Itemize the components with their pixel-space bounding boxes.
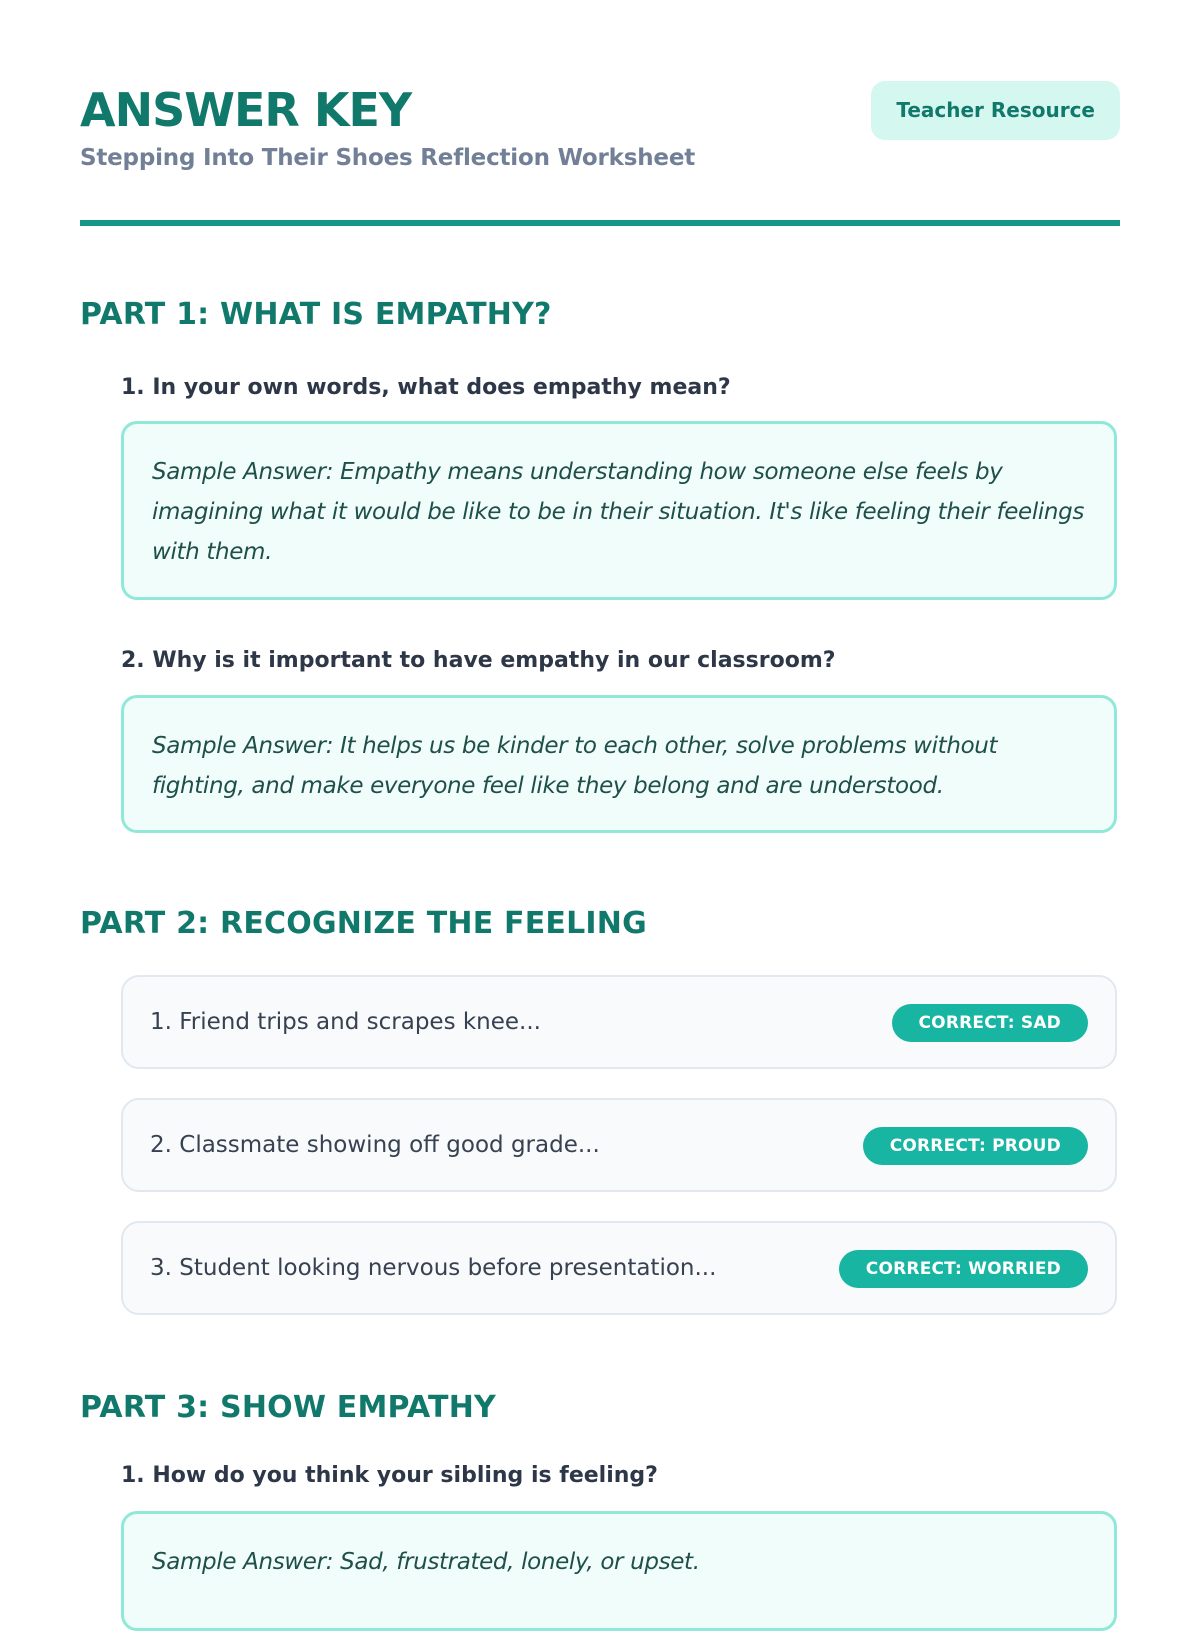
feeling-scenario: 2. Classmate showing off good grade...: [150, 1132, 600, 1158]
feeling-scenario: 1. Friend trips and scrapes knee...: [150, 1009, 541, 1035]
teacher-resource-badge: Teacher Resource: [871, 81, 1120, 140]
part-3-answer-1: Sample Answer: Sad, frustrated, lonely, or upset.: [121, 1511, 1117, 1631]
header-divider: [80, 220, 1120, 226]
correct-feeling-badge: CORRECT: SAD: [892, 1004, 1089, 1042]
part-1-answer-2: Sample Answer: It helps us be kinder to each other, solve problems without fighting, and make everyone feel like they belong and are understood.: [121, 695, 1117, 833]
feeling-list-item: [121, 1221, 1117, 1315]
feeling-list-item: [121, 975, 1117, 1069]
part-1-question-2: 2. Why is it important to have empathy in our classroom?: [121, 648, 836, 673]
answer-key-page: [80, 0, 1120, 1600]
page-header: [80, 80, 1120, 226]
correct-feeling-badge: CORRECT: WORRIED: [839, 1250, 1088, 1288]
part-1-title: PART 1: WHAT IS EMPATHY?: [80, 297, 552, 332]
page-title: ANSWER KEY: [80, 83, 412, 137]
part-1-question-1: 1. In your own words, what does empathy mean?: [121, 375, 731, 400]
part-2-title: PART 2: RECOGNIZE THE FEELING: [80, 906, 647, 941]
part-3-title: PART 3: SHOW EMPATHY: [80, 1390, 496, 1425]
feeling-scenario: 3. Student looking nervous before presentation...: [150, 1255, 717, 1281]
worksheet-subtitle: Stepping Into Their Shoes Reflection Worksheet: [80, 145, 696, 171]
part-3-question-1: 1. How do you think your sibling is feeling?: [121, 1463, 658, 1488]
part-1-answer-1: Sample Answer: Empathy means understanding how someone else feels by imagining what it would be like to be in their situation. It's like feeling their feelings with them.: [121, 421, 1117, 600]
correct-feeling-badge: CORRECT: PROUD: [863, 1127, 1088, 1165]
feeling-list-item: [121, 1098, 1117, 1192]
